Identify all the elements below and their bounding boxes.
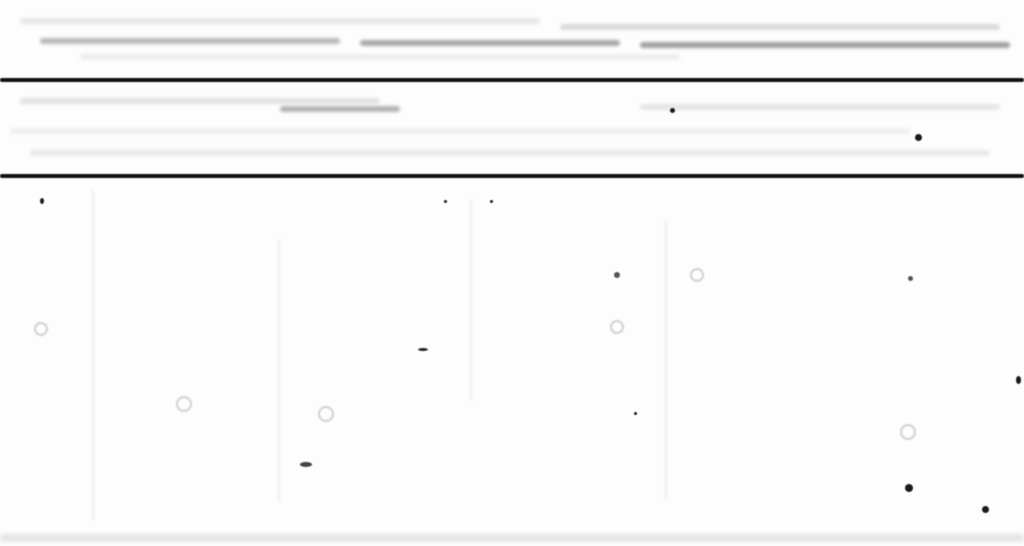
bottom-rule <box>0 174 1024 178</box>
page-bottom-edge <box>0 534 1024 542</box>
top-rule <box>0 78 1024 82</box>
